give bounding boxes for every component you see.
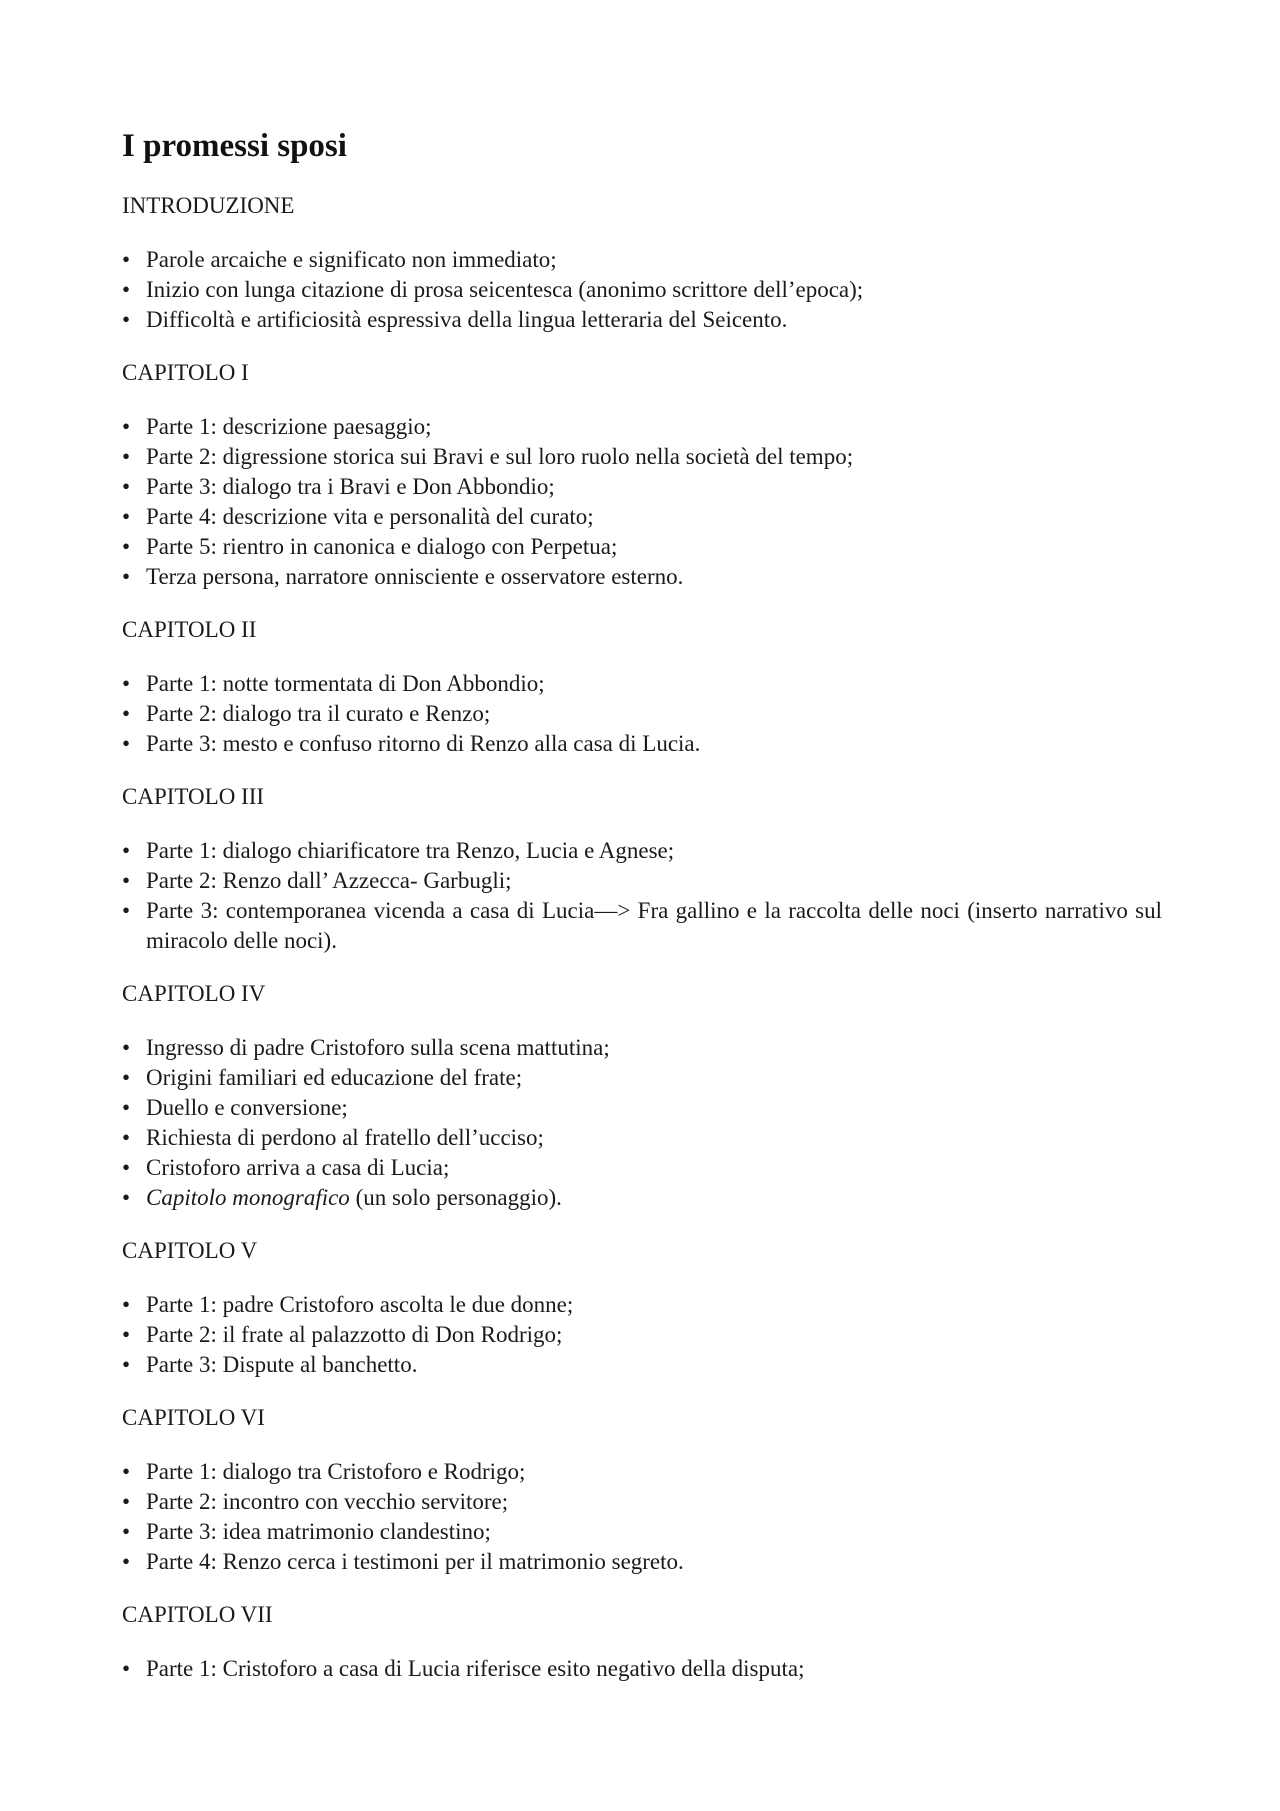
list-item-text: Parte 1: dialogo chiarificatore tra Renzo, Lucia e Agnese; <box>146 838 675 863</box>
bullet-icon: • <box>122 277 131 302</box>
bullet-icon: • <box>122 731 131 756</box>
bullet-list <box>122 836 1162 956</box>
list-item <box>122 1654 1162 1684</box>
list-item <box>122 1290 1162 1320</box>
section-heading: CAPITOLO VII <box>122 1602 273 1627</box>
bullet-icon: • <box>122 1549 131 1574</box>
bullet-list <box>122 412 1162 592</box>
bullet-icon: • <box>122 1519 131 1544</box>
section-heading: CAPITOLO VI <box>122 1405 265 1430</box>
list-item-text: Difficoltà e artificiosità espressiva della lingua letteraria del Seicento. <box>146 307 788 332</box>
bullet-icon: • <box>122 444 131 469</box>
bullet-icon: • <box>122 564 131 589</box>
list-item-text: Parte 2: digressione storica sui Bravi e sul loro ruolo nella società del tempo; <box>146 444 854 469</box>
bullet-icon: • <box>122 1292 131 1317</box>
list-item-text: Cristoforo arriva a casa di Lucia; <box>146 1155 450 1180</box>
document-title: I promessi sposi <box>122 128 347 164</box>
bullet-icon: • <box>122 1125 131 1150</box>
list-item-text: Parte 1: Cristoforo a casa di Lucia riferisce esito negativo della disputa; <box>146 1656 805 1681</box>
bullet-icon: • <box>122 838 131 863</box>
list-item-text: Duello e conversione; <box>146 1095 348 1120</box>
list-item-text: Parte 4: descrizione vita e personalità del curato; <box>146 504 594 529</box>
list-item <box>122 1547 1162 1577</box>
section-heading: CAPITOLO IV <box>122 981 266 1006</box>
list-item <box>122 896 1162 956</box>
bullet-list <box>122 245 1162 335</box>
section-heading: CAPITOLO II <box>122 617 257 642</box>
bullet-icon: • <box>122 671 131 696</box>
bullet-icon: • <box>122 868 131 893</box>
bullet-icon: • <box>122 1322 131 1347</box>
bullet-icon: • <box>122 414 131 439</box>
list-item-text: Inizio con lunga citazione di prosa seicentesca (anonimo scrittore dell’epoca); <box>146 277 864 302</box>
list-item <box>122 1517 1162 1547</box>
list-item-text: Parte 3: contemporanea vicenda a casa di Lucia—> Fra gallino e la raccolta delle noci (inserto narrativo sul miracolo delle noci). <box>146 898 1162 953</box>
section-heading: CAPITOLO V <box>122 1238 258 1263</box>
bullet-icon: • <box>122 1035 131 1060</box>
list-item-text: Parte 2: Renzo dall’ Azzecca- Garbugli; <box>146 868 512 893</box>
list-item <box>122 442 1162 472</box>
bullet-icon: • <box>122 247 131 272</box>
list-item-text: Parte 3: idea matrimonio clandestino; <box>146 1519 491 1544</box>
bullet-icon: • <box>122 1155 131 1180</box>
bullet-icon: • <box>122 1352 131 1377</box>
list-item <box>122 866 1162 896</box>
list-item-italic-text: Capitolo monografico <box>146 1185 350 1210</box>
list-item <box>122 502 1162 532</box>
bullet-icon: • <box>122 1489 131 1514</box>
list-item <box>122 1487 1162 1517</box>
bullet-list <box>122 1033 1162 1213</box>
list-item-text: Richiesta di perdono al fratello dell’ucciso; <box>146 1125 544 1150</box>
list-item-text: Parte 1: dialogo tra Cristoforo e Rodrigo; <box>146 1459 526 1484</box>
list-item-text: Parte 3: dialogo tra i Bravi e Don Abbondio; <box>146 474 555 499</box>
list-item-text: Parte 1: padre Cristoforo ascolta le due donne; <box>146 1292 574 1317</box>
list-item <box>122 532 1162 562</box>
list-item-text: Parole arcaiche e significato non immediato; <box>146 247 557 272</box>
bullet-icon: • <box>122 474 131 499</box>
list-item <box>122 1123 1162 1153</box>
list-item-text: Origini familiari ed educazione del frate; <box>146 1065 523 1090</box>
list-item <box>122 1063 1162 1093</box>
list-item-text: Parte 4: Renzo cerca i testimoni per il matrimonio segreto. <box>146 1549 684 1574</box>
bullet-icon: • <box>122 504 131 529</box>
section-heading: CAPITOLO III <box>122 784 265 809</box>
list-item-text: Parte 2: dialogo tra il curato e Renzo; <box>146 701 491 726</box>
bullet-list <box>122 1457 1162 1577</box>
bullet-icon: • <box>122 1065 131 1090</box>
section-heading: INTRODUZIONE <box>122 193 295 218</box>
list-item <box>122 562 1162 592</box>
document-page <box>122 126 1162 1707</box>
list-item-text: Parte 2: il frate al palazzotto di Don Rodrigo; <box>146 1322 563 1347</box>
list-item <box>122 412 1162 442</box>
bullet-icon: • <box>122 1095 131 1120</box>
list-item-text: Terza persona, narratore onnisciente e osservatore esterno. <box>146 564 684 589</box>
list-item <box>122 275 1162 305</box>
section-heading: CAPITOLO I <box>122 360 249 385</box>
list-item-text: Parte 3: mesto e confuso ritorno di Renzo alla casa di Lucia. <box>146 731 701 756</box>
bullet-icon: • <box>122 1459 131 1484</box>
list-item-text: Parte 2: incontro con vecchio servitore; <box>146 1489 509 1514</box>
list-item <box>122 305 1162 335</box>
list-item <box>122 836 1162 866</box>
list-item-text: Parte 1: descrizione paesaggio; <box>146 414 432 439</box>
list-item-text: Ingresso di padre Cristoforo sulla scena mattutina; <box>146 1035 610 1060</box>
sections-container <box>122 191 1162 1684</box>
list-item <box>122 1320 1162 1350</box>
list-item <box>122 699 1162 729</box>
bullet-icon: • <box>122 307 131 332</box>
list-item-text: Parte 1: notte tormentata di Don Abbondio; <box>146 671 545 696</box>
bullet-list <box>122 1290 1162 1380</box>
bullet-list <box>122 669 1162 759</box>
list-item-text: Parte 5: rientro in canonica e dialogo con Perpetua; <box>146 534 618 559</box>
bullet-icon: • <box>122 701 131 726</box>
bullet-icon: • <box>122 534 131 559</box>
bullet-list <box>122 1654 1162 1684</box>
list-item <box>122 1457 1162 1487</box>
list-item <box>122 669 1162 699</box>
list-item <box>122 1153 1162 1183</box>
list-item <box>122 1033 1162 1063</box>
list-item <box>122 472 1162 502</box>
list-item <box>122 1183 1162 1213</box>
list-item-text: Parte 3: Dispute al banchetto. <box>146 1352 418 1377</box>
list-item <box>122 1350 1162 1380</box>
list-item <box>122 729 1162 759</box>
list-item <box>122 245 1162 275</box>
list-item <box>122 1093 1162 1123</box>
list-item-text: (un solo personaggio). <box>349 1185 562 1210</box>
bullet-icon: • <box>122 1185 131 1210</box>
bullet-icon: • <box>122 1656 131 1681</box>
bullet-icon: • <box>122 898 131 923</box>
